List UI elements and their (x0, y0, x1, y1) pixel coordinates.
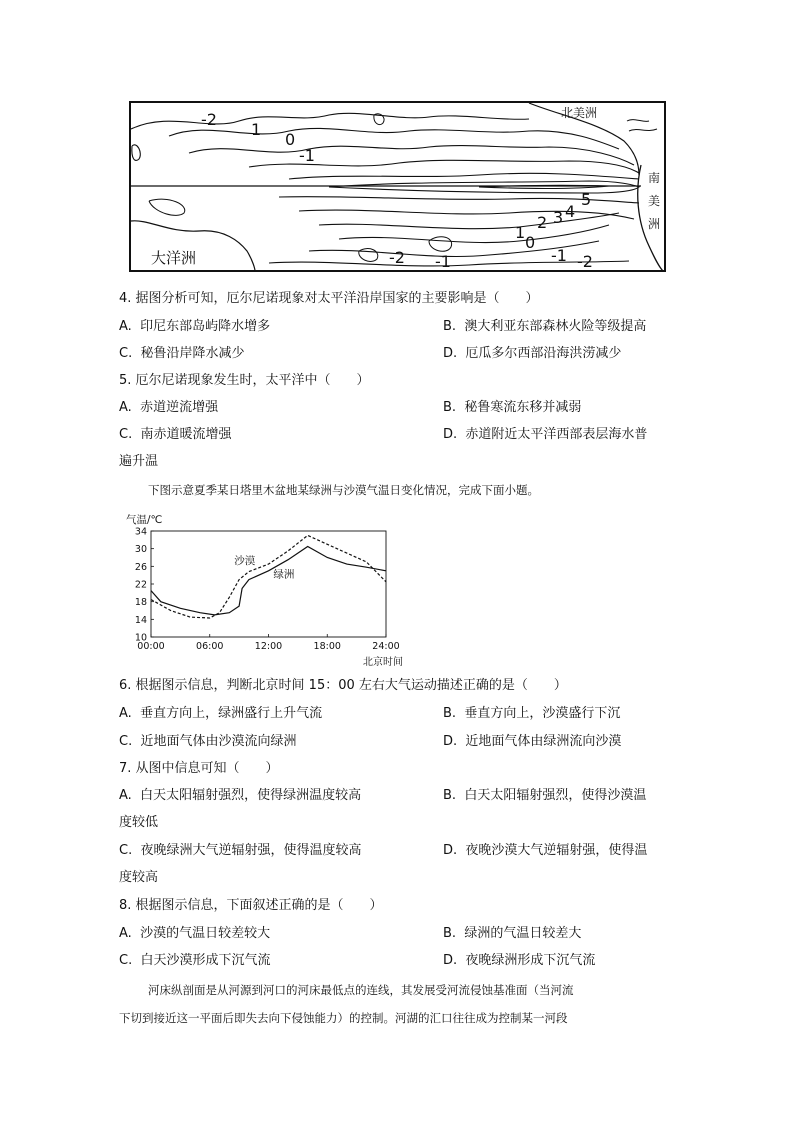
q8-option-b[interactable] (443, 925, 581, 943)
contour-label: 0 (525, 233, 536, 252)
option-letter: B. (443, 788, 457, 803)
q6-option-a[interactable] (119, 705, 322, 723)
option-text: 南赤道暖流增强 (140, 427, 232, 442)
y-tick-label: 14 (134, 614, 147, 626)
contour-label: -1 (299, 146, 315, 165)
q5-option-c[interactable] (119, 426, 232, 444)
y-tick-label: 18 (134, 597, 147, 609)
question-7-stem: 7. 从图中信息可知（ ） (119, 761, 279, 776)
q8-option-c[interactable] (119, 952, 271, 970)
contour-label: 3 (553, 208, 564, 227)
river-intro-line-1: 河床纵剖面是从河源到河口的河床最低点的连线，其发展受河流侵蚀基准面（当河流 (148, 983, 574, 997)
option-letter: C. (119, 843, 133, 858)
q8-option-a[interactable] (119, 925, 270, 943)
contour-label: -2 (389, 248, 405, 267)
q5-option-a[interactable] (119, 399, 218, 417)
y-tick-label: 22 (134, 579, 147, 591)
y-tick-label: 30 (134, 544, 147, 556)
q5-option-b[interactable] (443, 399, 581, 417)
option-text: 厄瓜多尔西部沿海洪涝减少 (465, 346, 622, 361)
y-tick-label: 34 (134, 526, 147, 538)
contour-label: 1 (515, 223, 526, 242)
option-letter: A. (119, 319, 132, 334)
q4-option-c[interactable] (119, 345, 245, 363)
option-text: 垂直方向上，沙漠盛行下沉 (464, 706, 621, 721)
contour-label: 1 (251, 120, 262, 139)
question-8-stem: 8. 根据图示信息，下面叙述正确的是（ ） (119, 898, 383, 913)
q8-option-d[interactable] (443, 952, 595, 970)
q6-option-c[interactable] (119, 733, 297, 751)
series-label-desert: 沙漠 (234, 555, 256, 568)
x-tick-label: 24:00 (372, 641, 400, 652)
option-text: 近地面气体由沙漠流向绿洲 (140, 734, 297, 749)
option-text: 赤道附近太平洋西部表层海水普 (465, 427, 648, 442)
option-text: 白天太阳辐射强烈，使得沙漠温 (464, 788, 647, 803)
q4-option-d[interactable] (443, 345, 621, 363)
enso-map (129, 101, 666, 272)
option-letter: B. (443, 319, 457, 334)
option-text: 印尼东部岛屿降水增多 (140, 319, 271, 334)
option-letter: C. (119, 427, 133, 442)
contour-label: -2 (577, 252, 593, 271)
option-letter: D. (443, 953, 458, 968)
y-tick-label: 10 (134, 632, 147, 644)
series-line-desert (151, 535, 386, 618)
option-letter: A. (119, 706, 132, 721)
q7-option-d[interactable] (443, 842, 647, 860)
contour-label: -1 (551, 246, 567, 265)
contour-label: 0 (285, 130, 296, 149)
option-letter: D. (443, 346, 458, 361)
option-text: 沙漠的气温日较差较大 (140, 926, 271, 941)
chart-ylabel: 气温/℃ (126, 514, 163, 526)
option-letter: C. (119, 953, 133, 968)
option-letter: A. (119, 788, 132, 803)
question-5-stem: 5. 厄尔尼诺现象发生时，太平洋中（ ） (119, 373, 370, 388)
chart-intro: 下图示意夏季某日塔里木盆地某绿洲与沙漠气温日变化情况，完成下面小题。 (148, 483, 539, 497)
q6-option-b[interactable] (443, 705, 620, 723)
option-text: 澳大利亚东部森林火险等级提高 (464, 319, 647, 334)
q4-option-a[interactable] (119, 318, 270, 336)
chart-frame (151, 531, 386, 637)
label-south-america-2: 美 (648, 194, 661, 208)
x-tick-label: 00:00 (137, 641, 165, 652)
option-letter: A. (119, 926, 132, 941)
x-tick-label: 06:00 (196, 641, 224, 652)
question-6-stem: 6. 根据图示信息，判断北京时间 15：00 左右大气运动描述正确的是（ ） (119, 678, 567, 693)
q7-option-b-wrap: 度较低 (119, 815, 159, 830)
option-text: 垂直方向上，绿洲盛行上升气流 (140, 706, 323, 721)
option-text: 夜晚绿洲形成下沉气流 (465, 953, 596, 968)
option-letter: A. (119, 400, 132, 415)
q5-option-d[interactable] (443, 426, 647, 444)
label-north-america: 北美洲 (561, 106, 598, 120)
option-text: 夜晚沙漠大气逆辐射强，使得温 (465, 843, 648, 858)
option-text: 秘鲁寒流东移并减弱 (464, 400, 582, 415)
option-letter: B. (443, 400, 457, 415)
q5-option-d-wrap: 遍升温 (119, 454, 159, 469)
option-letter: C. (119, 734, 133, 749)
option-text: 绿洲的气温日较差大 (464, 926, 582, 941)
option-letter: C. (119, 346, 133, 361)
option-letter: D. (443, 734, 458, 749)
option-letter: D. (443, 843, 458, 858)
question-4-stem: 4. 据图分析可知，厄尔尼诺现象对太平洋沿岸国家的主要影响是（ ） (119, 291, 539, 306)
option-text: 赤道逆流增强 (140, 400, 219, 415)
option-letter: B. (443, 706, 457, 721)
option-letter: B. (443, 926, 457, 941)
q7-option-b[interactable] (443, 787, 646, 805)
chart-xlabel: 北京时间 (363, 657, 403, 668)
option-text: 夜晚绿洲大气逆辐射强，使得温度较高 (140, 843, 362, 858)
series-line-oasis (151, 547, 386, 615)
label-south-america-1: 南 (648, 171, 661, 185)
series-label-oasis: 绿洲 (273, 568, 295, 581)
contour-label: 2 (537, 213, 548, 232)
q4-option-b[interactable] (443, 318, 646, 336)
label-oceania: 大洋洲 (151, 249, 197, 267)
river-intro-line-2: 下切到接近这一平面后即失去向下侵蚀能力）的控制。河湖的汇口往往成为控制某一河段 (119, 1011, 568, 1025)
y-tick-label: 26 (134, 561, 147, 573)
option-letter: D. (443, 427, 458, 442)
q7-option-a[interactable] (119, 787, 361, 805)
option-text: 白天太阳辐射强烈，使得绿洲温度较高 (140, 788, 362, 803)
option-text: 近地面气体由绿洲流向沙漠 (465, 734, 622, 749)
temperature-chart (118, 505, 418, 675)
contour-label: 4 (565, 202, 576, 221)
x-tick-label: 12:00 (254, 641, 283, 652)
contour-label: 5 (581, 190, 592, 209)
x-tick-label: 18:00 (313, 641, 341, 652)
option-text: 秘鲁沿岸降水减少 (140, 346, 245, 361)
contour-label: -2 (201, 110, 217, 129)
option-text: 白天沙漠形成下沉气流 (140, 953, 271, 968)
q7-option-c[interactable] (119, 842, 362, 860)
q6-option-d[interactable] (443, 733, 621, 751)
label-south-america-3: 洲 (648, 217, 661, 231)
contour-label: -1 (435, 252, 451, 271)
q7-option-d-wrap: 度较高 (119, 870, 159, 885)
